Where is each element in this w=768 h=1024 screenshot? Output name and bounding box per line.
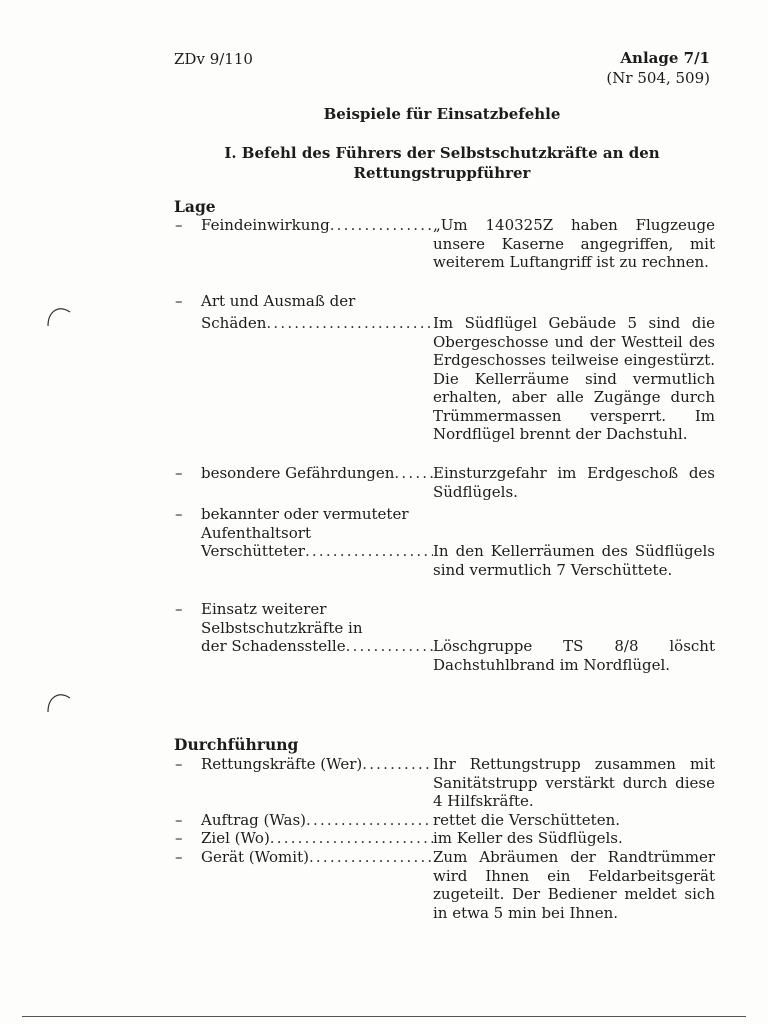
entry-label-continued <box>175 314 433 333</box>
entry-label <box>175 811 433 830</box>
entry-label <box>175 755 433 774</box>
entry-label-text: Art und Ausmaß der <box>201 292 356 310</box>
entry-dash: – <box>175 600 183 618</box>
subtitle-line-2: Rettungstruppführer <box>353 164 531 182</box>
entry-text: In den Kellerräumen des Südflügels sind vermutlich 7 Verschüttete. <box>433 542 715 579</box>
entry-dash: – <box>175 505 183 523</box>
dot-leader <box>309 848 433 866</box>
entry-text: Einsturzgefahr im Erdgeschoß des Südflügels. <box>433 464 715 501</box>
entry-label <box>175 292 433 311</box>
section-heading-durchfuehrung: Durchführung <box>174 735 299 754</box>
subtitle-line-1: I. Befehl des Führers der Selbstschutzkräfte an den <box>224 144 660 162</box>
dot-leader <box>362 755 433 773</box>
entry-text: Im Südflügel Gebäude 5 sind die Obergeschosse und der Westteil des Erdgeschosses teilweise eingestürzt. Die Kellerräume sind vermutlich erhalten, aber alle Zugänge durch Trümmermassen versperrt. Im Nordflügel brennt der Dachstuhl. <box>433 314 715 443</box>
entry-text: rettet die Verschütteten. <box>433 811 621 829</box>
entry-dash: – <box>175 829 183 847</box>
entry-label-text: Feindeinwirkung <box>201 216 330 234</box>
entry-label <box>175 505 433 561</box>
entry-label-text: Rettungskräfte (Wer) <box>201 755 363 773</box>
entry-label <box>175 464 433 483</box>
document-subtitle <box>174 143 710 183</box>
entry-text: „Um 140325Z haben Flugzeuge unsere Kaserne angegriffen, mit weiterem Luftangriff ist zu rechnen. <box>433 216 715 271</box>
entry-dash: – <box>175 464 183 482</box>
entry-dash: – <box>175 811 183 829</box>
entry-text: Ihr Rettungstrupp zusammen mit Sanitätstrupp verstärkt durch diese 4 Hilfskräfte. <box>433 755 715 810</box>
entry-label-text: Schäden <box>201 314 267 332</box>
entry-label <box>175 600 433 656</box>
bottom-rule <box>22 1016 746 1017</box>
entry-label-text: Ziel (Wo) <box>201 829 270 847</box>
entry-label-text: Selbstschutzkräfte in <box>201 618 363 637</box>
dot-leader <box>394 464 433 482</box>
entry-dash: – <box>175 755 183 773</box>
entry-text: Löschgruppe TS 8/8 löscht Dachstuhlbrand im Nordflügel. <box>433 637 715 674</box>
dot-leader <box>266 314 433 332</box>
annex-number: Anlage 7/1 <box>620 49 710 67</box>
regulation-number: ZDv 9/110 <box>174 50 253 68</box>
entry-label <box>175 848 433 867</box>
entry-label-text: besondere Gefährdungen <box>201 464 395 482</box>
section-heading-lage: Lage <box>174 197 216 216</box>
entry-label-text: der Schadensstelle <box>201 637 346 655</box>
dot-leader <box>305 542 433 560</box>
entry-label-text: bekannter oder vermuteter <box>201 505 409 523</box>
entry-label-text: Gerät (Womit) <box>201 848 309 866</box>
entry-text: im Keller des Südflügels. <box>433 829 623 847</box>
dot-leader <box>270 829 433 847</box>
entry-label-text: Verschütteter <box>201 542 305 560</box>
entry-text: Zum Abräumen der Randtrümmer wird Ihnen ein Feldarbeitsgerät zugeteilt. Der Bediener meldet sich in etwa 5 min bei Ihnen. <box>433 848 715 922</box>
entry-dash: – <box>175 292 183 310</box>
dot-leader <box>346 637 433 655</box>
document-title: Beispiele für Einsatzbefehle <box>323 105 561 123</box>
annex-reference: (Nr 504, 509) <box>606 69 710 87</box>
annex-header <box>606 48 710 88</box>
hole-punch-mark <box>40 300 76 330</box>
entry-label <box>175 216 433 235</box>
entry-dash: – <box>175 216 183 234</box>
dot-leader <box>306 811 433 829</box>
entry-label-text: Einsatz weiterer <box>201 600 327 618</box>
entry-label <box>175 829 433 848</box>
hole-punch-mark <box>40 686 76 716</box>
entry-label-text: Auftrag (Was) <box>201 811 307 829</box>
dot-leader <box>330 216 433 234</box>
entry-label-text: Aufenthaltsort <box>201 523 311 542</box>
entry-dash: – <box>175 848 183 866</box>
